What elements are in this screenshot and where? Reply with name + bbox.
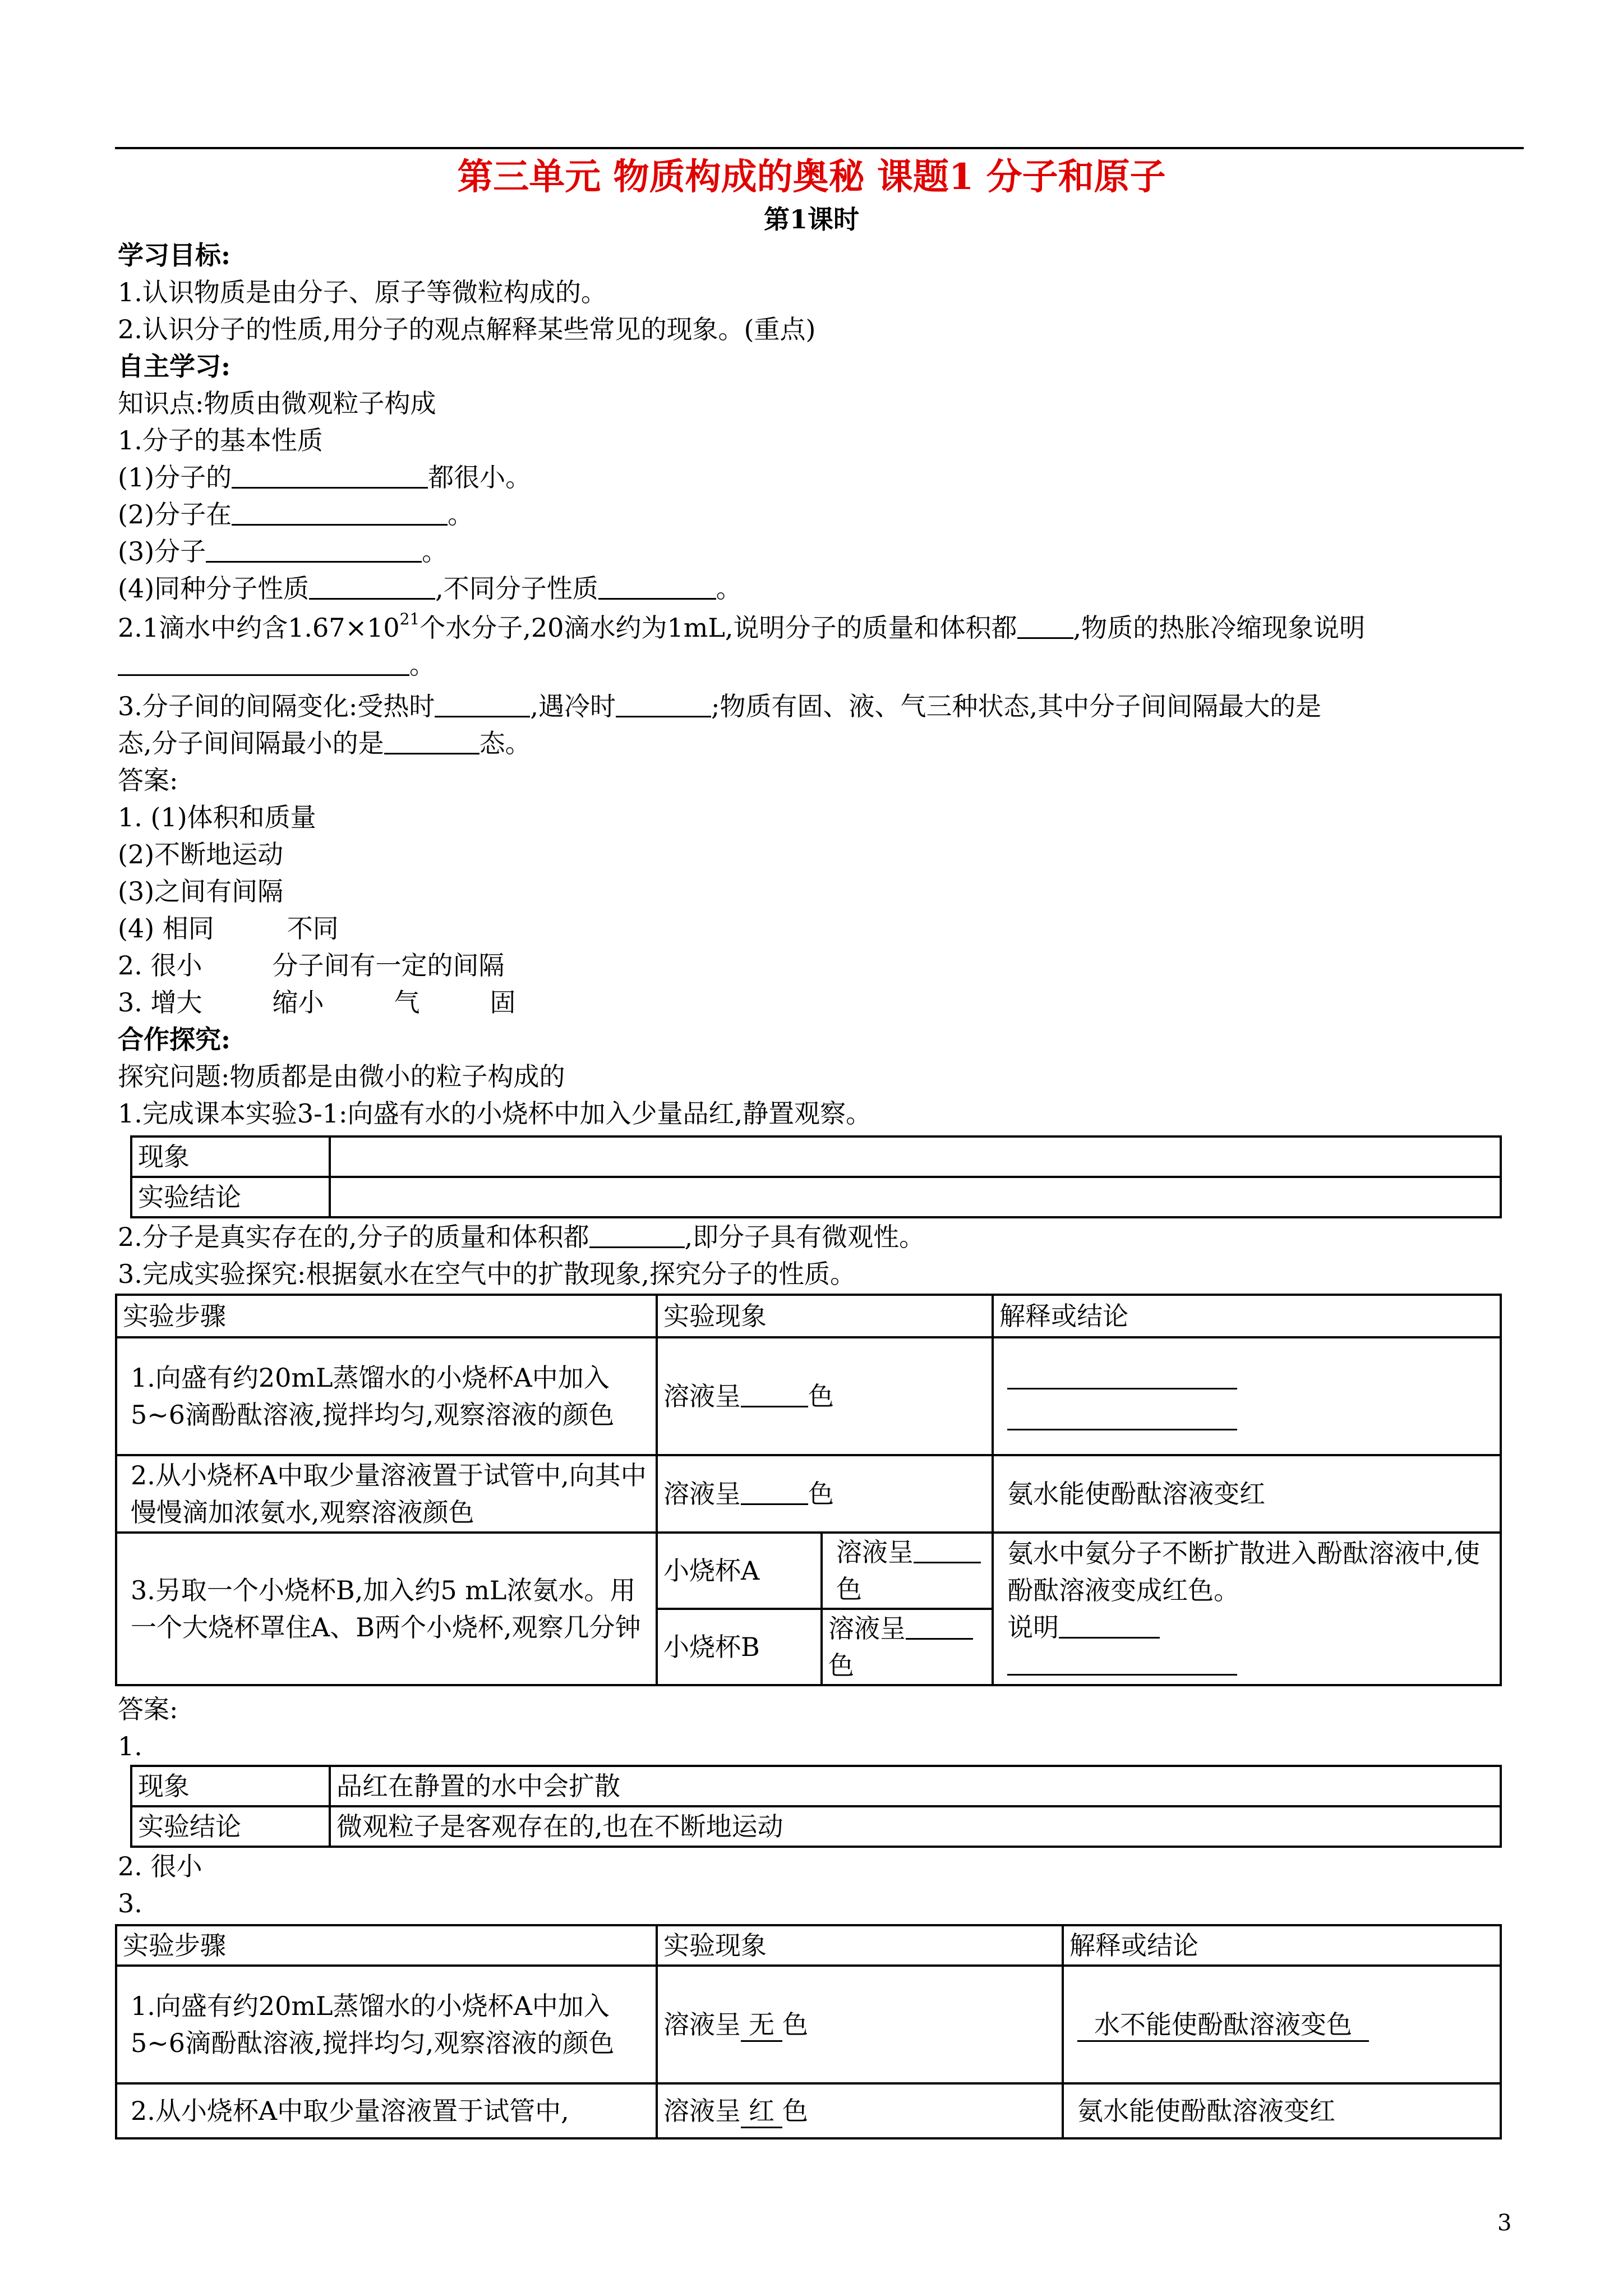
q3-blank-1[interactable] — [435, 690, 530, 717]
q1-3-blank[interactable] — [206, 535, 422, 563]
t4-conclusion-1 — [1063, 1966, 1501, 2083]
page-title: 第三单元 物质构成的奥秘 课题1 分子和原子 — [457, 156, 1166, 198]
t4-step-2: 2.从小烧杯A中取少量溶液置于试管中, — [116, 2083, 657, 2138]
knowledge-point: 知识点:物质由微观粒子构成 — [118, 388, 436, 418]
goals-heading: 学习目标: — [118, 240, 230, 270]
t4-phenomenon-1: 溶液呈 无 色 — [657, 1966, 1063, 2083]
answer-5-b: 分子间有一定的间隔 — [272, 950, 505, 981]
t2-conclusion-blank-2[interactable] — [1007, 1403, 1237, 1430]
t2-phenomenon-2: 溶液呈 色 — [657, 1455, 993, 1533]
experiment-3-table — [115, 1294, 1502, 1686]
t4-phenomenon-2: 溶液呈 红 色 — [657, 2083, 1063, 2138]
experiment-1: 1.完成课本实验3-1:向盛有水的小烧杯中加入少量品红,静置观察。 — [118, 1098, 872, 1129]
q2-text-2: 个水分子,20滴水约为1mL,说明分子的质量和体积都 — [419, 613, 1017, 643]
self-study-heading: 自主学习: — [118, 351, 230, 381]
t2-conclusion-2: 氨水能使酚酞溶液变红 — [993, 1455, 1501, 1533]
t3-value-phenomenon: 品红在静置的水中会扩散 — [330, 1766, 1501, 1806]
t4-step-1: 1.向盛有约20mL蒸馏水的小烧杯A中加入5~6滴酚酞溶液,搅拌均匀,观察溶液的颜色 — [116, 1966, 657, 2083]
q3-text-4: 态,分子间间隔最小的是 — [118, 728, 384, 758]
t2-blank-4[interactable] — [906, 1612, 973, 1640]
q3-blank-3[interactable] — [384, 727, 479, 754]
t4-conclusion-1-value: 水不能使酚酞溶液变色 — [1077, 2009, 1369, 2042]
t4-header-conclusion: 解释或结论 — [1063, 1925, 1501, 1966]
q3-blank-2[interactable] — [616, 690, 711, 717]
t2-beaker-a: 小烧杯A — [657, 1533, 822, 1609]
t2-phenomenon-3b: 溶液呈色 — [822, 1609, 993, 1685]
q1-3-end: 。 — [422, 536, 448, 567]
answer-1: 1. (1)体积和质量 — [118, 802, 316, 832]
answer-5 — [118, 947, 505, 984]
t2-header-phenomenon: 实验现象 — [657, 1295, 993, 1337]
t1-label-phenomenon: 现象 — [131, 1137, 330, 1177]
explore-question: 探究问题:物质都是由微小的粒子构成的 — [118, 1061, 565, 1092]
q1-4-blank-1[interactable] — [309, 572, 435, 600]
q2-exponent: 21 — [399, 610, 420, 628]
t2-phenomenon-3a: 溶液呈色 — [822, 1533, 993, 1609]
question-1: 1.分子的基本性质 — [118, 425, 323, 455]
t2-beaker-b: 小烧杯B — [657, 1609, 822, 1685]
answer-6-d: 固 — [490, 987, 516, 1018]
q1-1-end: 都很小。 — [428, 462, 532, 493]
exp2-end: ,即分子具有微观性。 — [684, 1222, 925, 1252]
question-1-1 — [118, 459, 531, 496]
t2-step-3: 3.另取一个小烧杯B,加入约5 mL浓氨水。用一个大烧杯罩住A、B两个小烧杯,观察几分钟 — [116, 1533, 657, 1685]
q3-end: 态。 — [479, 728, 531, 758]
header-rule — [115, 147, 1524, 149]
answer-2-item-3: 3. — [118, 1888, 142, 1918]
q1-4-end: 。 — [716, 573, 742, 604]
t4-phenomenon-1-value: 无 — [741, 2009, 782, 2042]
q2-end: 。 — [409, 650, 435, 680]
t2-phenomenon-1: 溶液呈 色 — [657, 1337, 993, 1455]
t2-blank-3[interactable] — [914, 1536, 981, 1563]
answer-4-a: (4) 相同 — [118, 913, 214, 944]
answer-4-b: 不同 — [287, 913, 339, 944]
t2-blank-1[interactable] — [741, 1380, 808, 1407]
answer-table-1 — [130, 1765, 1502, 1848]
answer-label-1: 答案: — [118, 765, 178, 795]
q1-2-end: 。 — [448, 499, 474, 530]
t2-conclusion-1 — [993, 1337, 1501, 1455]
answer-6-c: 气 — [394, 987, 420, 1018]
q1-2-text: (2)分子在 — [118, 499, 232, 530]
question-2 — [118, 609, 1365, 646]
t4-header-phenomenon: 实验现象 — [657, 1925, 1063, 1966]
t1-cell-conclusion[interactable] — [330, 1177, 1501, 1217]
question-3 — [118, 688, 1321, 725]
answer-2-item-1: 1. — [118, 1731, 142, 1761]
q1-4-blank-2[interactable] — [598, 572, 716, 600]
t2-blank-2[interactable] — [741, 1478, 808, 1505]
answer-table-2 — [115, 1924, 1502, 2139]
goal-2: 2.认识分子的性质,用分子的观点解释某些常见的现象。(重点) — [118, 314, 816, 344]
question-2-cont — [118, 646, 435, 683]
answer-2-item-2: 2. 很小 — [118, 1851, 202, 1881]
q1-4-text: (4)同种分子性质 — [118, 573, 310, 604]
answer-6 — [118, 984, 516, 1021]
q1-4-mid: ,不同分子性质 — [435, 573, 598, 604]
t2-header-conclusion: 解释或结论 — [993, 1295, 1501, 1337]
question-1-4 — [118, 570, 742, 607]
q2-text-3: ,物质的热胀冷缩现象说明 — [1073, 613, 1366, 643]
q3-text: 3.分子间的间隔变化:受热时 — [118, 691, 435, 721]
answer-label-2: 答案: — [118, 1694, 178, 1724]
experiment-3: 3.完成实验探究:根据氨水在空气中的扩散现象,探究分子的性质。 — [118, 1259, 856, 1289]
question-1-2 — [118, 496, 473, 533]
t4-header-steps: 实验步骤 — [116, 1925, 657, 1966]
exp2-blank[interactable] — [589, 1221, 685, 1248]
t3-label-phenomenon: 现象 — [131, 1766, 330, 1806]
experiment-1-table — [130, 1135, 1502, 1218]
coop-heading: 合作探究: — [118, 1024, 230, 1055]
t4-conclusion-2: 氨水能使酚酞溶液变红 — [1063, 2083, 1501, 2138]
t2-conclusion-blank-1[interactable] — [1007, 1362, 1237, 1389]
question-1-3 — [118, 533, 448, 570]
page-number: 3 — [1497, 2210, 1512, 2236]
q2-blank-1[interactable] — [1017, 611, 1073, 639]
t1-cell-phenomenon[interactable] — [330, 1137, 1501, 1177]
t3-value-conclusion: 微观粒子是客观存在的,也在不断地运动 — [330, 1806, 1501, 1847]
q2-text: 2.1滴水中约含1.67×10 — [118, 613, 400, 643]
t2-step-1: 1.向盛有约20mL蒸馏水的小烧杯A中加入5~6滴酚酞溶液,搅拌均匀,观察溶液的颜色 — [116, 1337, 657, 1455]
exp2-text: 2.分子是真实存在的,分子的质量和体积都 — [118, 1222, 589, 1252]
answer-2: (2)不断地运动 — [118, 839, 284, 869]
experiment-2 — [118, 1218, 925, 1255]
question-3-cont — [118, 725, 531, 762]
t2-conclusion-3: 氨水中氨分子不断扩散进入酚酞溶液中,使酚酞溶液变成红色。 说明 — [993, 1533, 1501, 1685]
answer-3: (3)之间有间隔 — [118, 876, 284, 907]
t2-conclusion-blank-4[interactable] — [1007, 1648, 1237, 1676]
answer-6-b: 缩小 — [272, 987, 324, 1018]
t1-label-conclusion: 实验结论 — [131, 1177, 330, 1217]
answer-4 — [118, 910, 339, 947]
t2-step-2: 2.从小烧杯A中取少量溶液置于试管中,向其中慢慢滴加浓氨水,观察溶液颜色 — [116, 1455, 657, 1533]
q3-text-3: ;物质有固、液、气三种状态,其中分子间间隔最大的是 — [711, 691, 1322, 721]
q1-3-text: (3)分子 — [118, 536, 206, 567]
t4-phenomenon-2-value: 红 — [741, 2095, 782, 2128]
t2-header-steps: 实验步骤 — [116, 1295, 657, 1337]
t2-conclusion-blank-3[interactable] — [1059, 1611, 1160, 1639]
q1-1-blank[interactable] — [232, 461, 428, 489]
q1-2-blank[interactable] — [232, 498, 448, 526]
q3-text-2: ,遇冷时 — [530, 691, 616, 721]
goal-1: 1.认识物质是由分子、原子等微粒构成的。 — [118, 277, 607, 307]
answer-5-a: 2. 很小 — [118, 950, 202, 981]
t3-label-conclusion: 实验结论 — [131, 1806, 330, 1847]
answer-6-a: 3. 增大 — [118, 987, 202, 1018]
q2-blank-2[interactable] — [118, 648, 409, 676]
q1-1-text: (1)分子的 — [118, 462, 232, 493]
page-subtitle: 第1课时 — [763, 204, 859, 234]
